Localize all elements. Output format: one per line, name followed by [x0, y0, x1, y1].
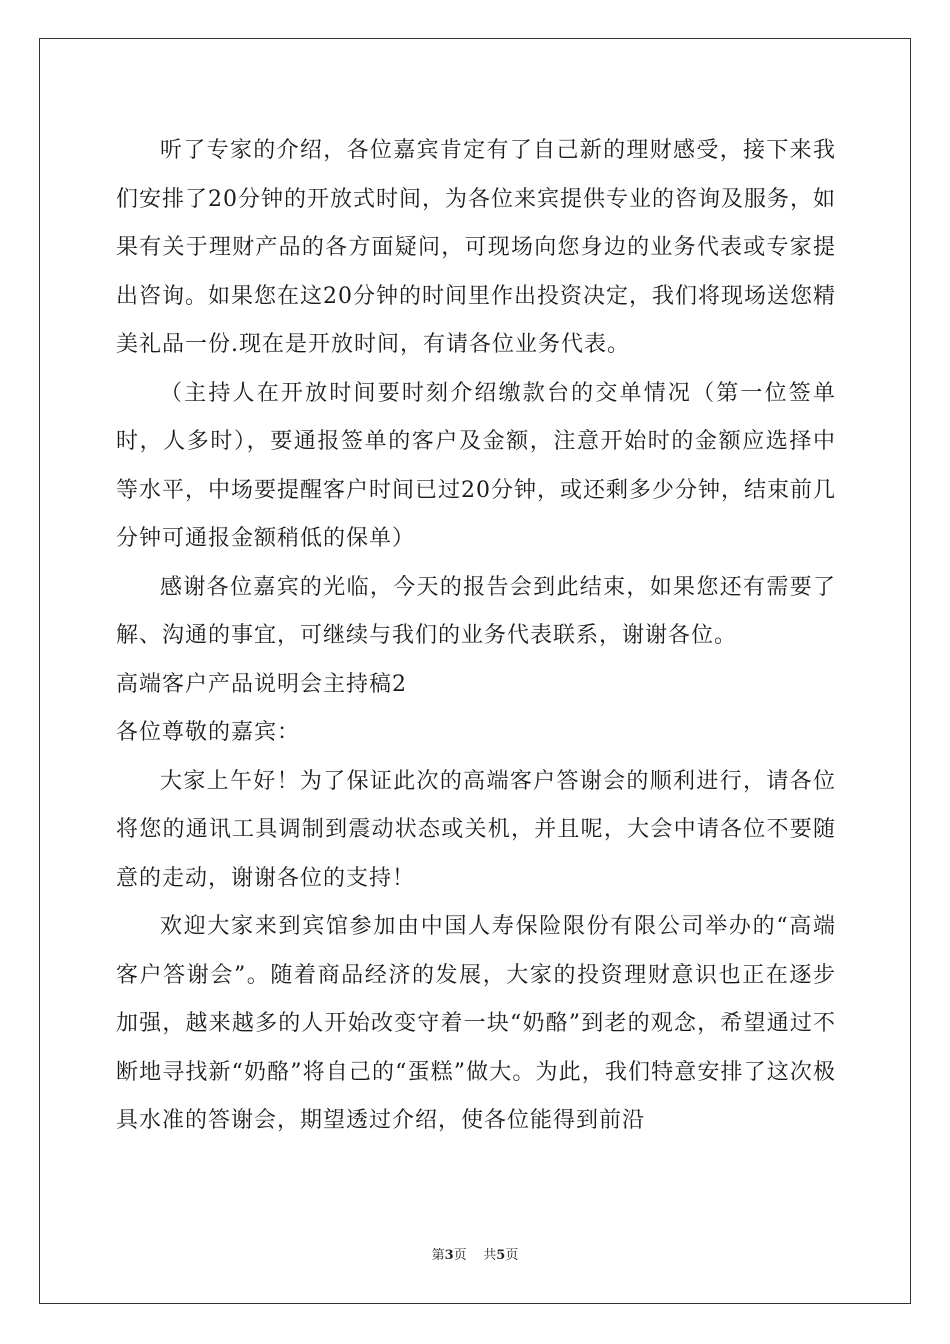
paragraph: 大家上午好！为了保证此次的高端客户答谢会的顺利进行，请各位将您的通讯工具调制到震动状态或关机，并且呢，大会中请各位不要随意的走动，谢谢各位的支持！: [116, 768, 836, 891]
page-label-suffix: 页: [453, 1248, 467, 1263]
page-number: 3: [444, 1248, 454, 1263]
total-pages: 5: [496, 1248, 506, 1263]
paragraph: 听了专家的介绍，各位嘉宾肯定有了自己新的理财感受，接下来我们安排了20分钟的开放式时间，为各位来宾提供专业的咨询及服务，如果有关于理财产品的各方面疑问，可现场向您身边的业务代表或专家提出咨询。如果您在这20分钟的时间里作出投资决定，我们将现场送您精美礼品一份.现在是开放时间，有请各位业务代表。: [116, 138, 836, 357]
total-label-prefix: 共: [483, 1248, 497, 1263]
paragraph: 欢迎大家来到宾馆参加由中国人寿保险限份有限公司举办的“高端客户答谢会”。随着商品经济的发展，大家的投资理财意识也正在逐步加强，越来越多的人开始改变守着一块“奶酪”到老的观念，希望通过不断地寻找新“奶酪”将自己的“蛋糕”做大。为此，我们特意安排了这次极具水准的答谢会，期望透过介绍，使各位能得到前沿: [116, 914, 836, 1133]
section-title: 高端客户产品说明会主持稿2: [116, 671, 407, 697]
page-label-prefix: 第: [431, 1248, 445, 1263]
paragraph: 感谢各位嘉宾的光临，今天的报告会到此结束，如果您还有需要了解、沟通的事宜，可继续与我们的业务代表联系，谢谢各位。: [116, 574, 836, 648]
total-label-suffix: 页: [505, 1248, 519, 1263]
salutation: 各位尊敬的嘉宾：: [116, 720, 301, 745]
paragraph: （主持人在开放时间要时刻介绍缴款台的交单情况（第一位签单时，人多时），要通报签单的客户及金额，注意开始时的金额应选择中等水平，中场要提醒客户时间已过20分钟，或还剩多少分钟，结束前几分钟可通报金额稍低的保单）: [116, 380, 836, 551]
page-footer: [0, 1244, 950, 1263]
document-body: [116, 127, 836, 1146]
